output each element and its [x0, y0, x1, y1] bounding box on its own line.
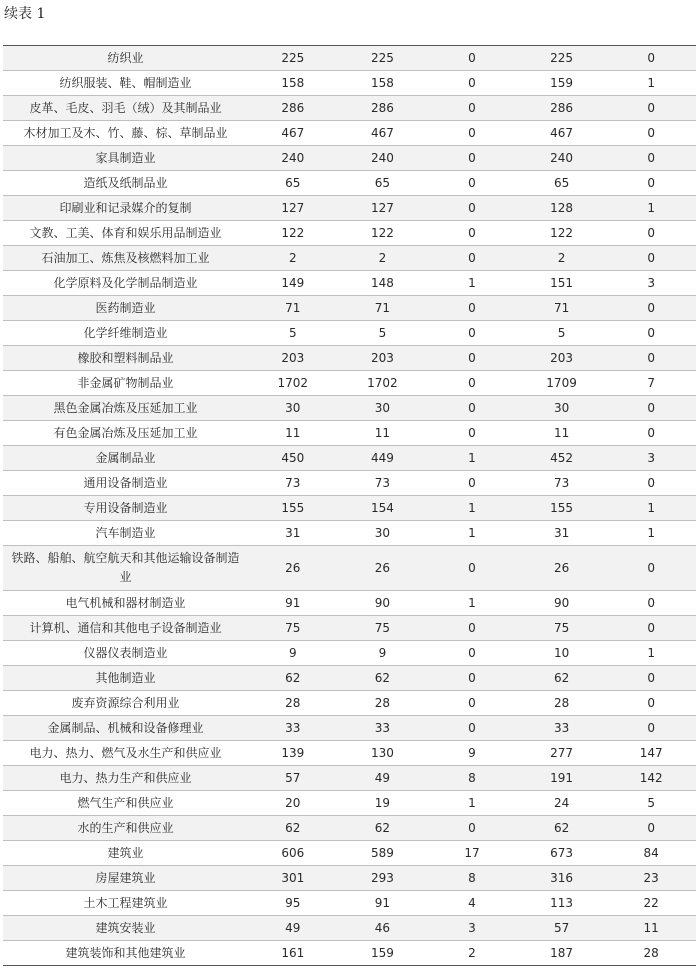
- value-cell: 1: [606, 196, 696, 221]
- value-cell: 46: [338, 916, 428, 941]
- value-cell: 0: [606, 421, 696, 446]
- value-cell: 240: [517, 146, 607, 171]
- industry-name-cell: 化学纤维制造业: [3, 321, 248, 346]
- industry-name-cell: 铁路、船舶、航空航天和其他运输设备制造业: [3, 546, 248, 591]
- value-cell: 30: [517, 396, 607, 421]
- value-cell: 589: [338, 841, 428, 866]
- value-cell: 17: [427, 841, 517, 866]
- value-cell: 0: [606, 321, 696, 346]
- value-cell: 57: [517, 916, 607, 941]
- value-cell: 122: [248, 221, 338, 246]
- table-row: [3, 446, 696, 471]
- industry-name-cell: 金属制品、机械和设备修理业: [3, 716, 248, 741]
- value-cell: 0: [606, 666, 696, 691]
- value-cell: 31: [517, 521, 607, 546]
- value-cell: 73: [338, 471, 428, 496]
- value-cell: 139: [248, 741, 338, 766]
- table-row: [3, 471, 696, 496]
- value-cell: 151: [517, 271, 607, 296]
- table-row: [3, 741, 696, 766]
- industry-name-cell: 专用设备制造业: [3, 496, 248, 521]
- value-cell: 0: [606, 221, 696, 246]
- table-row: [3, 171, 696, 196]
- value-cell: 0: [427, 321, 517, 346]
- value-cell: 11: [338, 421, 428, 446]
- value-cell: 147: [606, 741, 696, 766]
- table-row: [3, 591, 696, 616]
- table-row: [3, 371, 696, 396]
- value-cell: 155: [248, 496, 338, 521]
- industry-name-cell: 木材加工及木、竹、藤、棕、草制品业: [3, 121, 248, 146]
- value-cell: 0: [606, 46, 696, 71]
- value-cell: 65: [517, 171, 607, 196]
- table-row: [3, 96, 696, 121]
- value-cell: 5: [606, 791, 696, 816]
- value-cell: 0: [427, 371, 517, 396]
- value-cell: 0: [606, 591, 696, 616]
- value-cell: 130: [338, 741, 428, 766]
- value-cell: 1709: [517, 371, 607, 396]
- value-cell: 159: [338, 941, 428, 966]
- industry-name-cell: 通用设备制造业: [3, 471, 248, 496]
- value-cell: 26: [517, 546, 607, 591]
- value-cell: 154: [338, 496, 428, 521]
- value-cell: 33: [338, 716, 428, 741]
- table-row: [3, 841, 696, 866]
- value-cell: 452: [517, 446, 607, 471]
- value-cell: 286: [338, 96, 428, 121]
- table-row: [3, 321, 696, 346]
- value-cell: 0: [606, 716, 696, 741]
- industry-name-cell: 房屋建筑业: [3, 866, 248, 891]
- value-cell: 3: [427, 916, 517, 941]
- table-row: [3, 866, 696, 891]
- value-cell: 1: [427, 791, 517, 816]
- table-row: [3, 296, 696, 321]
- industry-name-cell: 计算机、通信和其他电子设备制造业: [3, 616, 248, 641]
- table-row: [3, 546, 696, 591]
- value-cell: 0: [606, 246, 696, 271]
- value-cell: 65: [248, 171, 338, 196]
- value-cell: 0: [427, 96, 517, 121]
- industry-name-cell: 纺织业: [3, 46, 248, 71]
- value-cell: 240: [248, 146, 338, 171]
- value-cell: 2: [517, 246, 607, 271]
- value-cell: 0: [606, 546, 696, 591]
- value-cell: 122: [338, 221, 428, 246]
- table-row: [3, 641, 696, 666]
- value-cell: 20: [248, 791, 338, 816]
- value-cell: 7: [606, 371, 696, 396]
- industry-name-cell: 汽车制造业: [3, 521, 248, 546]
- value-cell: 0: [427, 471, 517, 496]
- value-cell: 1: [606, 521, 696, 546]
- industry-name-cell: 金属制品业: [3, 446, 248, 471]
- value-cell: 28: [606, 941, 696, 966]
- value-cell: 75: [338, 616, 428, 641]
- value-cell: 127: [248, 196, 338, 221]
- table-row: [3, 766, 696, 791]
- value-cell: 91: [338, 891, 428, 916]
- value-cell: 191: [517, 766, 607, 791]
- value-cell: 49: [338, 766, 428, 791]
- industry-name-cell: 皮革、毛皮、羽毛（绒）及其制品业: [3, 96, 248, 121]
- value-cell: 286: [517, 96, 607, 121]
- industry-name-cell: 建筑安装业: [3, 916, 248, 941]
- table-row: [3, 46, 696, 71]
- value-cell: 62: [248, 666, 338, 691]
- value-cell: 71: [517, 296, 607, 321]
- value-cell: 0: [427, 171, 517, 196]
- value-cell: 95: [248, 891, 338, 916]
- value-cell: 155: [517, 496, 607, 521]
- value-cell: 33: [248, 716, 338, 741]
- value-cell: 0: [427, 716, 517, 741]
- industry-name-cell: 文教、工美、体育和娱乐用品制造业: [3, 221, 248, 246]
- value-cell: 0: [427, 641, 517, 666]
- value-cell: 8: [427, 866, 517, 891]
- value-cell: 28: [517, 691, 607, 716]
- value-cell: 203: [248, 346, 338, 371]
- industry-name-cell: 燃气生产和供应业: [3, 791, 248, 816]
- table-row: [3, 421, 696, 446]
- value-cell: 467: [338, 121, 428, 146]
- value-cell: 113: [517, 891, 607, 916]
- value-cell: 62: [338, 666, 428, 691]
- value-cell: 0: [606, 346, 696, 371]
- value-cell: 149: [248, 271, 338, 296]
- value-cell: 65: [338, 171, 428, 196]
- value-cell: 1: [427, 521, 517, 546]
- table-row: [3, 121, 696, 146]
- value-cell: 1: [427, 271, 517, 296]
- value-cell: 0: [606, 616, 696, 641]
- industry-name-cell: 废弃资源综合利用业: [3, 691, 248, 716]
- industry-name-cell: 电力、热力生产和供应业: [3, 766, 248, 791]
- value-cell: 3: [606, 271, 696, 296]
- value-cell: 0: [606, 121, 696, 146]
- value-cell: 316: [517, 866, 607, 891]
- value-cell: 3: [606, 446, 696, 471]
- industry-name-cell: 其他制造业: [3, 666, 248, 691]
- value-cell: 0: [606, 146, 696, 171]
- industry-name-cell: 化学原料及化学制品制造业: [3, 271, 248, 296]
- industry-name-cell: 医药制造业: [3, 296, 248, 321]
- value-cell: 9: [427, 741, 517, 766]
- value-cell: 450: [248, 446, 338, 471]
- value-cell: 11: [606, 916, 696, 941]
- value-cell: 62: [338, 816, 428, 841]
- table-row: [3, 146, 696, 171]
- statistics-table: [3, 45, 696, 966]
- value-cell: 90: [517, 591, 607, 616]
- value-cell: 19: [338, 791, 428, 816]
- value-cell: 0: [427, 221, 517, 246]
- value-cell: 0: [606, 171, 696, 196]
- value-cell: 158: [338, 71, 428, 96]
- value-cell: 73: [517, 471, 607, 496]
- value-cell: 9: [338, 641, 428, 666]
- table-row: [3, 521, 696, 546]
- value-cell: 4: [427, 891, 517, 916]
- industry-name-cell: 仪器仪表制造业: [3, 641, 248, 666]
- value-cell: 1: [606, 496, 696, 521]
- industry-name-cell: 土木工程建筑业: [3, 891, 248, 916]
- table-row: [3, 496, 696, 521]
- table-row: [3, 346, 696, 371]
- value-cell: 5: [248, 321, 338, 346]
- value-cell: 1: [427, 591, 517, 616]
- table-row: [3, 916, 696, 941]
- value-cell: 673: [517, 841, 607, 866]
- value-cell: 1: [606, 71, 696, 96]
- value-cell: 71: [248, 296, 338, 321]
- value-cell: 0: [427, 246, 517, 271]
- table-row: [3, 666, 696, 691]
- value-cell: 30: [338, 396, 428, 421]
- value-cell: 75: [248, 616, 338, 641]
- table-row: [3, 791, 696, 816]
- table-body: [3, 46, 696, 966]
- value-cell: 0: [606, 691, 696, 716]
- value-cell: 225: [517, 46, 607, 71]
- value-cell: 1702: [248, 371, 338, 396]
- value-cell: 0: [427, 396, 517, 421]
- industry-name-cell: 非金属矿物制品业: [3, 371, 248, 396]
- value-cell: 28: [338, 691, 428, 716]
- value-cell: 90: [338, 591, 428, 616]
- value-cell: 9: [248, 641, 338, 666]
- value-cell: 225: [248, 46, 338, 71]
- value-cell: 225: [338, 46, 428, 71]
- table-row: [3, 716, 696, 741]
- value-cell: 26: [338, 546, 428, 591]
- value-cell: 1: [606, 641, 696, 666]
- value-cell: 0: [427, 121, 517, 146]
- value-cell: 28: [248, 691, 338, 716]
- table-row: [3, 616, 696, 641]
- value-cell: 0: [606, 96, 696, 121]
- value-cell: 0: [427, 616, 517, 641]
- table-row: [3, 396, 696, 421]
- value-cell: 91: [248, 591, 338, 616]
- value-cell: 467: [248, 121, 338, 146]
- value-cell: 187: [517, 941, 607, 966]
- value-cell: 301: [248, 866, 338, 891]
- table-row: [3, 221, 696, 246]
- value-cell: 159: [517, 71, 607, 96]
- value-cell: 33: [517, 716, 607, 741]
- value-cell: 11: [248, 421, 338, 446]
- value-cell: 203: [338, 346, 428, 371]
- value-cell: 148: [338, 271, 428, 296]
- value-cell: 49: [248, 916, 338, 941]
- value-cell: 0: [427, 546, 517, 591]
- value-cell: 0: [606, 296, 696, 321]
- value-cell: 30: [248, 396, 338, 421]
- value-cell: 0: [427, 71, 517, 96]
- value-cell: 0: [427, 196, 517, 221]
- value-cell: 62: [517, 666, 607, 691]
- industry-name-cell: 印刷业和记录媒介的复制: [3, 196, 248, 221]
- industry-name-cell: 电力、热力、燃气及水生产和供应业: [3, 741, 248, 766]
- value-cell: 122: [517, 221, 607, 246]
- value-cell: 5: [517, 321, 607, 346]
- value-cell: 24: [517, 791, 607, 816]
- value-cell: 127: [338, 196, 428, 221]
- table-row: [3, 816, 696, 841]
- value-cell: 11: [517, 421, 607, 446]
- value-cell: 0: [427, 296, 517, 321]
- industry-name-cell: 橡胶和塑料制品业: [3, 346, 248, 371]
- value-cell: 10: [517, 641, 607, 666]
- industry-name-cell: 电气机械和器材制造业: [3, 591, 248, 616]
- value-cell: 0: [427, 691, 517, 716]
- value-cell: 62: [517, 816, 607, 841]
- value-cell: 75: [517, 616, 607, 641]
- value-cell: 8: [427, 766, 517, 791]
- value-cell: 286: [248, 96, 338, 121]
- value-cell: 84: [606, 841, 696, 866]
- value-cell: 1: [427, 446, 517, 471]
- value-cell: 203: [517, 346, 607, 371]
- industry-name-cell: 黑色金属冶炼及压延加工业: [3, 396, 248, 421]
- value-cell: 240: [338, 146, 428, 171]
- value-cell: 277: [517, 741, 607, 766]
- value-cell: 30: [338, 521, 428, 546]
- value-cell: 0: [606, 816, 696, 841]
- industry-name-cell: 有色金属冶炼及压延加工业: [3, 421, 248, 446]
- value-cell: 2: [427, 941, 517, 966]
- value-cell: 73: [248, 471, 338, 496]
- value-cell: 158: [248, 71, 338, 96]
- value-cell: 23: [606, 866, 696, 891]
- table-row: [3, 891, 696, 916]
- value-cell: 0: [427, 46, 517, 71]
- value-cell: 142: [606, 766, 696, 791]
- value-cell: 5: [338, 321, 428, 346]
- value-cell: 22: [606, 891, 696, 916]
- value-cell: 467: [517, 121, 607, 146]
- value-cell: 161: [248, 941, 338, 966]
- value-cell: 0: [427, 421, 517, 446]
- value-cell: 2: [248, 246, 338, 271]
- value-cell: 2: [338, 246, 428, 271]
- value-cell: 0: [427, 346, 517, 371]
- value-cell: 31: [248, 521, 338, 546]
- table-row: [3, 196, 696, 221]
- value-cell: 57: [248, 766, 338, 791]
- value-cell: 0: [606, 396, 696, 421]
- table-row: [3, 71, 696, 96]
- industry-name-cell: 建筑业: [3, 841, 248, 866]
- industry-name-cell: 家具制造业: [3, 146, 248, 171]
- value-cell: 0: [427, 146, 517, 171]
- value-cell: 1702: [338, 371, 428, 396]
- industry-name-cell: 水的生产和供应业: [3, 816, 248, 841]
- table-row: [3, 271, 696, 296]
- value-cell: 606: [248, 841, 338, 866]
- value-cell: 449: [338, 446, 428, 471]
- industry-name-cell: 石油加工、炼焦及核燃料加工业: [3, 246, 248, 271]
- industry-name-cell: 建筑装饰和其他建筑业: [3, 941, 248, 966]
- value-cell: 62: [248, 816, 338, 841]
- industry-name-cell: 造纸及纸制品业: [3, 171, 248, 196]
- value-cell: 0: [427, 816, 517, 841]
- value-cell: 128: [517, 196, 607, 221]
- table-row: [3, 941, 696, 966]
- value-cell: 293: [338, 866, 428, 891]
- industry-name-cell: 纺织服装、鞋、帽制造业: [3, 71, 248, 96]
- table-caption: 续表 1: [4, 6, 46, 22]
- table-row: [3, 691, 696, 716]
- value-cell: 1: [427, 496, 517, 521]
- value-cell: 71: [338, 296, 428, 321]
- table-row: [3, 246, 696, 271]
- value-cell: 0: [606, 471, 696, 496]
- value-cell: 26: [248, 546, 338, 591]
- value-cell: 0: [427, 666, 517, 691]
